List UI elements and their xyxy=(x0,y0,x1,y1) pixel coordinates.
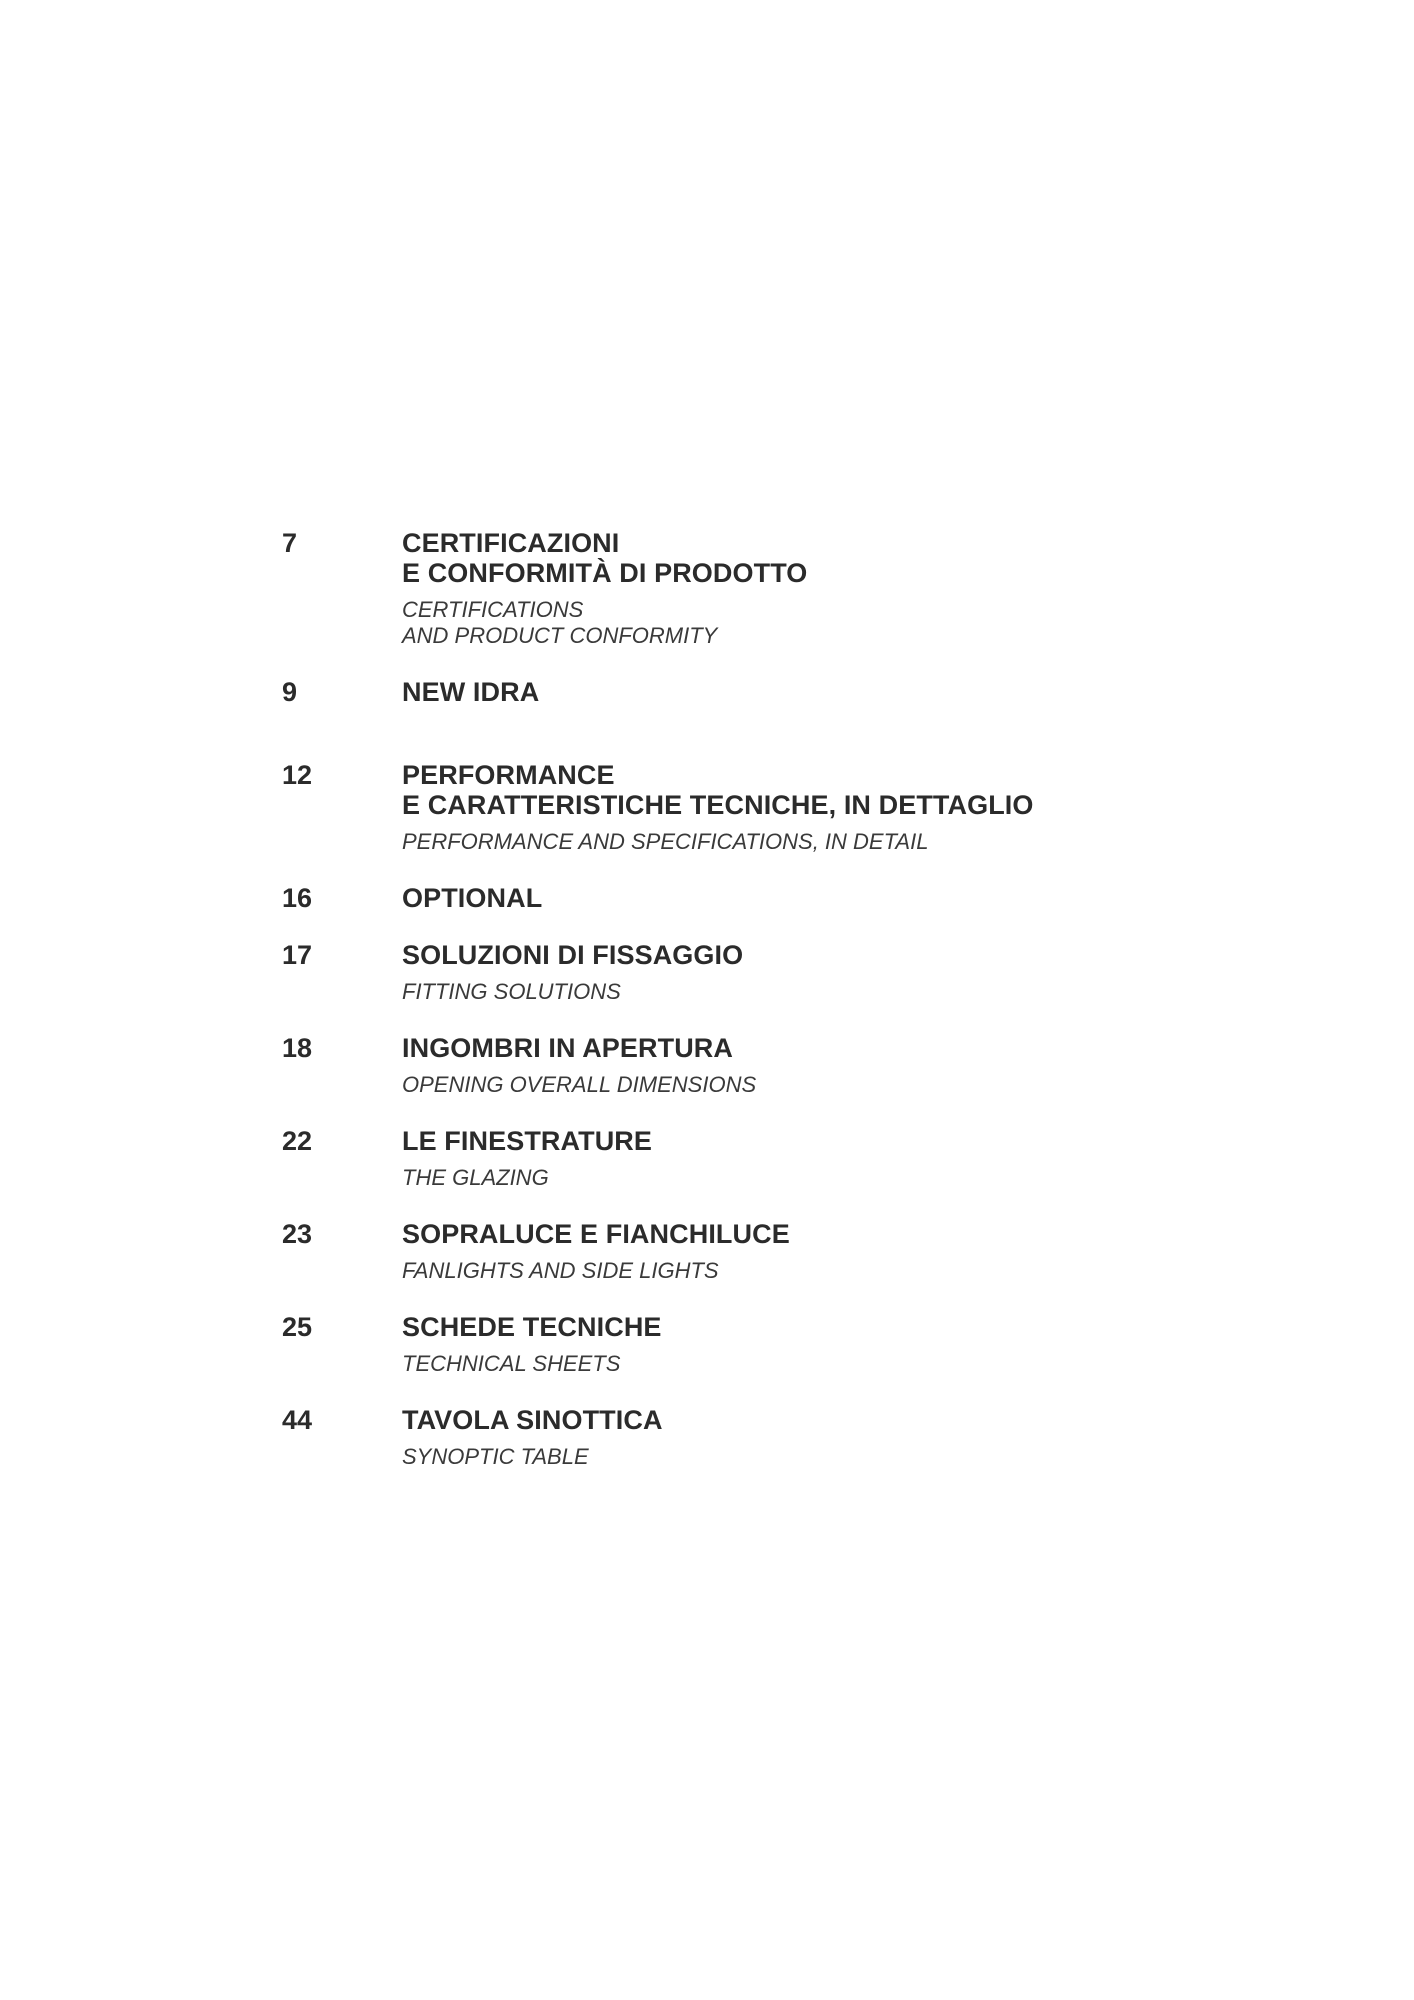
toc-entry-tavola-sinottica xyxy=(282,1405,1242,1470)
toc-title: NEW IDRA xyxy=(402,677,540,707)
toc-subtitle: PERFORMANCE AND SPECIFICATIONS, IN DETAIL xyxy=(402,829,929,854)
toc-title: PERFORMANCE E CARATTERISTICHE TECNICHE, IN DETTAGLIO xyxy=(402,760,1034,820)
toc-page-number: 25 xyxy=(282,1312,313,1342)
toc-entry-schede-tecniche xyxy=(282,1312,1242,1377)
toc-entry-new-idra xyxy=(282,677,1242,707)
toc-page-number: 23 xyxy=(282,1219,313,1249)
toc-title: CERTIFICAZIONI E CONFORMITÀ DI PRODOTTO xyxy=(402,528,808,588)
toc-subtitle: SYNOPTIC TABLE xyxy=(402,1444,589,1469)
toc-entry-fissaggio xyxy=(282,940,1242,1005)
toc-title: INGOMBRI IN APERTURA xyxy=(402,1033,733,1063)
toc-page-number: 12 xyxy=(282,760,313,790)
toc-page-number: 7 xyxy=(282,528,298,558)
toc-title: SCHEDE TECNICHE xyxy=(402,1312,662,1342)
toc-page-number: 17 xyxy=(282,940,313,970)
toc-title: SOLUZIONI DI FISSAGGIO xyxy=(402,940,744,970)
toc-page-number: 18 xyxy=(282,1033,313,1063)
toc-title: SOPRALUCE E FIANCHILUCE xyxy=(402,1219,790,1249)
toc-entry-certificazioni xyxy=(282,528,1242,649)
toc-title: OPTIONAL xyxy=(402,883,543,913)
toc-page-number: 9 xyxy=(282,677,298,707)
toc-page-number: 22 xyxy=(282,1126,313,1156)
toc-subtitle: OPENING OVERALL DIMENSIONS xyxy=(402,1072,757,1097)
toc-entry-optional xyxy=(282,883,1242,913)
toc-subtitle: TECHNICAL SHEETS xyxy=(402,1351,621,1376)
toc-entry-performance xyxy=(282,760,1242,855)
toc-title: TAVOLA SINOTTICA xyxy=(402,1405,663,1435)
toc-entry-ingombri xyxy=(282,1033,1242,1098)
toc-subtitle: FITTING SOLUTIONS xyxy=(402,979,621,1004)
toc-entry-finestrature xyxy=(282,1126,1242,1191)
toc-subtitle: FANLIGHTS AND SIDE LIGHTS xyxy=(402,1258,719,1283)
toc-subtitle: CERTIFICATIONS AND PRODUCT CONFORMITY xyxy=(402,597,718,648)
table-of-contents xyxy=(282,528,1242,1470)
toc-subtitle: THE GLAZING xyxy=(402,1165,549,1190)
toc-page-number: 16 xyxy=(282,883,313,913)
toc-title: LE FINESTRATURE xyxy=(402,1126,652,1156)
toc-page-number: 44 xyxy=(282,1405,313,1435)
toc-entry-sopraluce xyxy=(282,1219,1242,1284)
